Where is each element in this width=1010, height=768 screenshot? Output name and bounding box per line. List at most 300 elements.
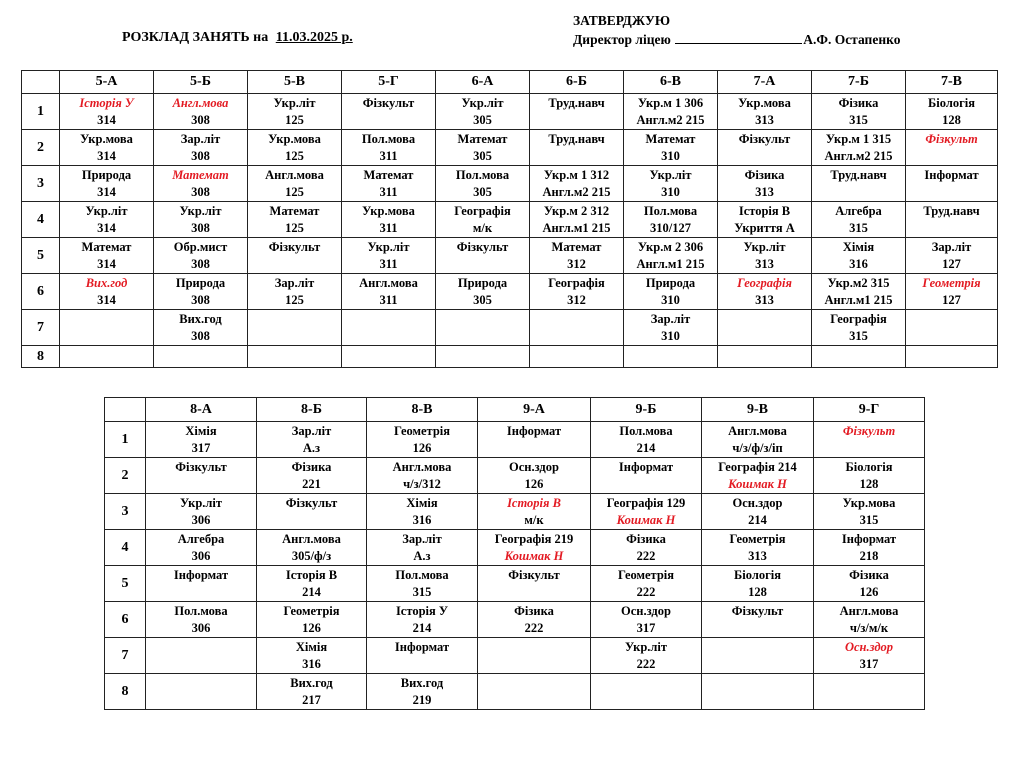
schedule-cell <box>478 638 591 674</box>
lesson-row <box>22 202 998 238</box>
schedule-cell <box>812 202 906 238</box>
schedule-cell <box>436 346 530 368</box>
schedule-cell <box>530 130 624 166</box>
subject-text: Географія <box>454 204 511 218</box>
subject-text: Укр.літ <box>273 96 316 110</box>
schedule-cell <box>146 674 257 710</box>
schedule-table-grades-8-9 <box>104 397 925 710</box>
subject-text: Математ <box>269 204 320 218</box>
schedule-cell <box>257 566 367 602</box>
room-text: 128 <box>748 585 767 599</box>
schedule-cell <box>702 530 814 566</box>
schedule-title <box>122 30 353 46</box>
signature-line <box>675 31 802 44</box>
subject-text: Біологія <box>845 460 893 474</box>
class-header: 7-Б <box>812 71 906 94</box>
room-text: 313 <box>748 549 767 563</box>
subject-text: Фізика <box>744 168 785 182</box>
subject-text: Укр.м 1 315 <box>825 132 892 146</box>
room-text: 316 <box>412 513 432 527</box>
schedule-cell <box>478 602 591 638</box>
schedule-cell <box>530 94 624 130</box>
subject-text: Фізика <box>838 96 879 110</box>
room-text: Англ.м2 215 <box>636 113 705 127</box>
schedule-cell <box>591 674 702 710</box>
subject-text: Фізкульт <box>508 568 560 582</box>
schedule-cell <box>530 310 624 346</box>
schedule-cell <box>718 130 812 166</box>
schedule-cell <box>154 310 248 346</box>
schedule-cell <box>718 346 812 368</box>
class-header: 9-Г <box>814 398 925 422</box>
room-text: Кошмак Н <box>504 549 564 563</box>
room-text: 316 <box>302 657 321 671</box>
schedule-cell <box>367 638 478 674</box>
schedule-cell <box>60 238 154 274</box>
lesson-row <box>105 458 925 494</box>
room-text: 125 <box>285 293 304 307</box>
subject-text: Фізкульт <box>456 240 509 254</box>
schedule-title-text: РОЗКЛАД ЗАНЯТЬ на <box>122 30 269 45</box>
schedule-cell <box>248 202 342 238</box>
lesson-number: 7 <box>105 638 146 674</box>
subject-text: Вих.год <box>85 276 128 290</box>
room-text: 313 <box>755 257 774 271</box>
room-text: 311 <box>379 221 398 235</box>
schedule-cell <box>257 530 367 566</box>
schedule-cell <box>342 238 436 274</box>
schedule-cell <box>906 94 998 130</box>
lesson-row <box>105 494 925 530</box>
schedule-cell <box>60 94 154 130</box>
subject-text: Фізкульт <box>268 240 321 254</box>
class-header: 5-Г <box>342 71 436 94</box>
room-text: 317 <box>191 441 211 455</box>
subject-text: Укр.м 2 306 <box>637 240 704 254</box>
room-text: Англ.м1 215 <box>636 257 705 271</box>
subject-text: Укр.мова <box>738 96 791 110</box>
room-text: 126 <box>302 621 321 635</box>
class-header: 5-А <box>60 71 154 94</box>
director-line <box>573 30 900 49</box>
subject-text: Обр.мист <box>173 240 228 254</box>
subject-text: Зар.літ <box>274 276 315 290</box>
room-text: 317 <box>636 621 656 635</box>
schedule-cell <box>248 238 342 274</box>
schedule-cell <box>154 130 248 166</box>
room-text: 315 <box>412 585 432 599</box>
subject-text: Пол.мова <box>455 168 510 182</box>
schedule-cell <box>814 458 925 494</box>
room-text: 314 <box>97 293 116 307</box>
subject-text: Географія 129 <box>606 496 686 510</box>
schedule-cell <box>478 458 591 494</box>
room-text: 306 <box>191 513 211 527</box>
room-text: 305/ф/з <box>291 549 332 563</box>
schedule-cell <box>814 494 925 530</box>
schedule-cell <box>624 130 718 166</box>
subject-text: Укр.м2 315 <box>827 276 890 290</box>
class-header: 6-Б <box>530 71 624 94</box>
subject-text: Вих.год <box>400 676 444 690</box>
schedule-date: 11.03.2025 р. <box>275 30 353 45</box>
subject-text: Фізкульт <box>175 460 227 474</box>
room-text: Англ.м1 215 <box>542 221 611 235</box>
subject-text: Зар.літ <box>180 132 221 146</box>
subject-text: Фізика <box>849 568 889 582</box>
lesson-number: 3 <box>105 494 146 530</box>
schedule-cell <box>906 166 998 202</box>
lesson-number: 4 <box>22 202 60 238</box>
subject-text: Біологія <box>928 96 975 110</box>
room-text: 127 <box>942 257 961 271</box>
header-row <box>22 71 998 94</box>
subject-text: Природа <box>81 168 132 182</box>
subject-text: Англ.мова <box>359 276 418 290</box>
schedule-cell <box>718 94 812 130</box>
schedule-cell <box>812 166 906 202</box>
subject-text: Алгебра <box>835 204 882 218</box>
schedule-cell <box>718 166 812 202</box>
schedule-cell <box>478 566 591 602</box>
room-text: 311 <box>379 149 398 163</box>
class-header: 8-Б <box>257 398 367 422</box>
subject-text: Природа <box>457 276 508 290</box>
room-text: Кошмак Н <box>616 513 676 527</box>
schedule-cell <box>591 494 702 530</box>
room-text: м/к <box>524 513 544 527</box>
lesson-row <box>22 274 998 310</box>
schedule-cell <box>624 346 718 368</box>
room-text: 219 <box>412 693 432 707</box>
lesson-number: 2 <box>22 130 60 166</box>
room-text: 308 <box>191 185 210 199</box>
class-header: 7-А <box>718 71 812 94</box>
room-text: 313 <box>755 113 774 127</box>
schedule-cell <box>342 346 436 368</box>
schedule-cell <box>718 310 812 346</box>
lesson-number: 8 <box>22 346 60 368</box>
subject-text: Історія В <box>738 204 791 218</box>
room-text: ч/з/м/к <box>849 621 889 635</box>
schedule-cell <box>342 274 436 310</box>
room-text: 221 <box>302 477 321 491</box>
subject-text: Укр.літ <box>624 640 668 654</box>
room-text: 306 <box>191 621 211 635</box>
room-text: 222 <box>636 549 656 563</box>
subject-text: Укр.м 2 312 <box>543 204 610 218</box>
schedule-cell <box>248 274 342 310</box>
lesson-number: 5 <box>22 238 60 274</box>
room-text: 125 <box>285 221 304 235</box>
subject-text: Географія <box>830 312 887 326</box>
schedule-cell <box>154 274 248 310</box>
subject-text: Англ.мова <box>728 424 787 438</box>
schedule-cell <box>702 566 814 602</box>
subject-text: Укр.мова <box>842 496 896 510</box>
room-text: 311 <box>379 293 398 307</box>
director-name: А.Ф. Остапенко <box>803 32 901 47</box>
subject-text: Історія В <box>285 568 338 582</box>
room-text: А.з <box>413 549 431 563</box>
room-text: 310 <box>661 329 680 343</box>
subject-text: Укр.літ <box>649 168 692 182</box>
room-text: Англ.м2 215 <box>542 185 611 199</box>
subject-text: Укр.літ <box>461 96 504 110</box>
schedule-cell <box>367 674 478 710</box>
schedule-cell <box>436 94 530 130</box>
subject-text: Геометрія <box>729 532 786 546</box>
subject-text: Хімія <box>295 640 328 654</box>
schedule-cell <box>591 530 702 566</box>
subject-text: Фізика <box>514 604 554 618</box>
schedule-cell <box>146 566 257 602</box>
room-text: 308 <box>191 257 210 271</box>
subject-text: Біологія <box>734 568 781 582</box>
room-text: 314 <box>97 221 116 235</box>
schedule-cell <box>60 274 154 310</box>
schedule-cell <box>702 602 814 638</box>
subject-text: Геометрія <box>922 276 981 290</box>
room-text: 214 <box>748 513 767 527</box>
subject-text: Математ <box>551 240 602 254</box>
room-text: 313 <box>755 293 774 307</box>
schedule-cell <box>478 674 591 710</box>
schedule-cell <box>814 638 925 674</box>
room-text: 217 <box>302 693 321 707</box>
class-header: 6-А <box>436 71 530 94</box>
schedule-cell <box>436 274 530 310</box>
room-text: 222 <box>636 657 656 671</box>
lesson-number: 4 <box>105 530 146 566</box>
schedule-table-grades-5-7 <box>21 70 998 368</box>
room-text: Кошмак Н <box>728 477 787 491</box>
subject-text: Природа <box>175 276 226 290</box>
room-text: ч/з/ф/з/іп <box>732 441 783 455</box>
lesson-row <box>105 602 925 638</box>
class-header: 5-Б <box>154 71 248 94</box>
subject-text: Укр.літ <box>85 204 128 218</box>
subject-text: Укр.літ <box>179 496 223 510</box>
lesson-number: 3 <box>22 166 60 202</box>
room-text: 305 <box>473 293 492 307</box>
schedule-cell <box>702 638 814 674</box>
subject-text: Укр.мова <box>80 132 133 146</box>
schedule-cell <box>60 202 154 238</box>
subject-text: Укр.літ <box>367 240 410 254</box>
subject-text: Вих.год <box>290 676 333 690</box>
subject-text: Математ <box>363 168 414 182</box>
subject-text: Труд.навч <box>548 132 605 146</box>
schedule-cell <box>367 422 478 458</box>
approval-label: ЗАТВЕРДЖУЮ <box>573 13 671 28</box>
schedule-cell <box>60 166 154 202</box>
subject-text: Укр.літ <box>743 240 786 254</box>
schedule-cell <box>367 566 478 602</box>
room-text: 312 <box>567 257 586 271</box>
subject-text: Інформат <box>841 532 897 546</box>
room-text: 310 <box>661 293 680 307</box>
schedule-cell <box>624 310 718 346</box>
subject-text: Пол.мова <box>174 604 228 618</box>
subject-text: Укр.мова <box>362 204 415 218</box>
corner-cell <box>22 71 60 94</box>
subject-text: Алгебра <box>177 532 225 546</box>
header-row <box>105 398 925 422</box>
subject-text: Інформат <box>924 168 979 182</box>
subject-text: Зар.літ <box>650 312 691 326</box>
schedule-cell <box>436 166 530 202</box>
room-text: Укриття А <box>734 221 795 235</box>
schedule-cell <box>367 602 478 638</box>
lesson-row <box>22 130 998 166</box>
schedule-cell <box>342 166 436 202</box>
subject-text: Математ <box>457 132 508 146</box>
room-text: А.з <box>302 441 321 455</box>
subject-text: Англ.мова <box>839 604 899 618</box>
room-text: м/к <box>472 221 493 235</box>
schedule-cell <box>367 494 478 530</box>
lesson-row <box>105 530 925 566</box>
subject-text: Труд.навч <box>923 204 980 218</box>
schedule-cell <box>702 674 814 710</box>
subject-text: Математ <box>172 168 229 182</box>
schedule-cell <box>257 638 367 674</box>
class-header: 8-В <box>367 398 478 422</box>
subject-text: Географія 219 <box>494 532 574 546</box>
lesson-row <box>22 346 998 368</box>
subject-text: Географія <box>737 276 792 290</box>
lesson-number: 1 <box>22 94 60 130</box>
schedule-cell <box>257 674 367 710</box>
subject-text: Пол.мова <box>361 132 416 146</box>
class-header: 8-А <box>146 398 257 422</box>
schedule-cell <box>342 94 436 130</box>
approval-block <box>573 11 900 49</box>
schedule-cell <box>367 458 478 494</box>
room-text: 317 <box>859 657 879 671</box>
schedule-cell <box>257 422 367 458</box>
room-text: 126 <box>524 477 544 491</box>
room-text: 125 <box>285 113 304 127</box>
schedule-cell <box>530 238 624 274</box>
room-text: 222 <box>524 621 544 635</box>
schedule-cell <box>478 494 591 530</box>
subject-text: Труд.навч <box>548 96 605 110</box>
subject-text: Хімія <box>406 496 438 510</box>
class-header: 9-В <box>702 398 814 422</box>
schedule-cell <box>812 130 906 166</box>
schedule-cell <box>812 310 906 346</box>
room-text: 310 <box>661 149 680 163</box>
room-text: 308 <box>191 221 210 235</box>
subject-text: Історія В <box>507 496 561 510</box>
schedule-cell <box>436 202 530 238</box>
room-text: 125 <box>285 185 304 199</box>
subject-text: Англ.мова <box>282 532 341 546</box>
room-text: 312 <box>567 293 586 307</box>
class-header: 7-В <box>906 71 998 94</box>
lesson-row <box>22 238 998 274</box>
schedule-cell <box>591 566 702 602</box>
subject-text: Математ <box>81 240 132 254</box>
room-text: 128 <box>859 477 879 491</box>
room-text: 316 <box>849 257 868 271</box>
class-header: 6-В <box>624 71 718 94</box>
room-text: 214 <box>302 585 321 599</box>
schedule-cell <box>530 202 624 238</box>
schedule-cell <box>906 130 998 166</box>
subject-text: Фізика <box>291 460 332 474</box>
lesson-number: 1 <box>105 422 146 458</box>
subject-text: Історія У <box>79 96 134 110</box>
schedule-cell <box>814 530 925 566</box>
schedule-cell <box>146 602 257 638</box>
schedule-cell <box>60 310 154 346</box>
schedule-cell <box>146 494 257 530</box>
schedule-cell <box>812 274 906 310</box>
room-text: 308 <box>191 113 210 127</box>
room-text: 305 <box>473 149 492 163</box>
room-text: Англ.м1 215 <box>824 293 893 307</box>
schedule-cell <box>591 602 702 638</box>
schedule-cell <box>248 130 342 166</box>
subject-text: Історія У <box>395 604 449 618</box>
subject-text: Зар.літ <box>291 424 332 438</box>
schedule-cell <box>530 346 624 368</box>
schedule-cell <box>436 238 530 274</box>
schedule-cell <box>146 458 257 494</box>
schedule-cell <box>906 310 998 346</box>
subject-text: Англ.мова <box>265 168 324 182</box>
room-text: 308 <box>191 149 210 163</box>
room-text: 314 <box>97 149 116 163</box>
corner-cell <box>105 398 146 422</box>
room-text: 310 <box>661 185 680 199</box>
subject-text: Фізкульт <box>738 132 791 146</box>
schedule-cell <box>718 202 812 238</box>
schedule-cell <box>342 310 436 346</box>
schedule-cell <box>906 346 998 368</box>
schedule-cell <box>146 422 257 458</box>
subject-text: Інформат <box>394 640 450 654</box>
schedule-cell <box>591 458 702 494</box>
room-text: 315 <box>849 221 868 235</box>
subject-text: Осн.здор <box>844 640 894 654</box>
schedule-cell <box>814 602 925 638</box>
lesson-number: 2 <box>105 458 146 494</box>
schedule-cell <box>702 422 814 458</box>
subject-text: Зар.літ <box>931 240 972 254</box>
schedule-cell <box>154 166 248 202</box>
schedule-cell <box>812 346 906 368</box>
schedule-cell <box>257 602 367 638</box>
room-text: ч/з/312 <box>403 477 441 491</box>
subject-text: Фізкульт <box>362 96 415 110</box>
schedule-cell <box>906 238 998 274</box>
schedule-cell <box>624 274 718 310</box>
room-text: 311 <box>379 185 398 199</box>
schedule-cell <box>248 166 342 202</box>
subject-text: Хімія <box>185 424 217 438</box>
room-text: 128 <box>942 113 961 127</box>
room-text: 308 <box>191 293 210 307</box>
schedule-cell <box>624 166 718 202</box>
schedule-cell <box>906 274 998 310</box>
subject-text: Осн.здор <box>732 496 783 510</box>
schedule-cell <box>530 274 624 310</box>
schedule-cell <box>624 202 718 238</box>
